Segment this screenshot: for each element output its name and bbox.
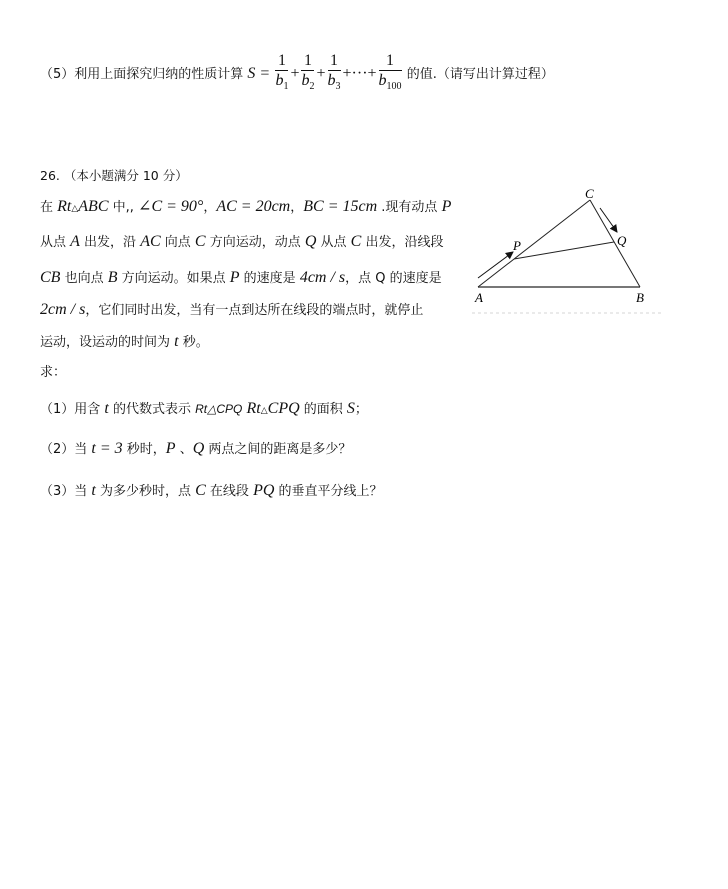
math-bc: BC = 15cm xyxy=(303,198,378,215)
denominator: $b_1$ xyxy=(275,72,289,93)
text: 出发，沿线段 xyxy=(361,235,444,250)
part5-prefix: （5）利用上面探究归纳的性质计算 xyxy=(40,67,244,83)
ellipsis: +···+ xyxy=(342,65,377,83)
ask-label: 求： xyxy=(40,365,67,380)
math-ac: AC xyxy=(140,233,161,250)
q26-paragraph-line-1 xyxy=(40,198,451,218)
text: 也向点 xyxy=(60,271,108,286)
math-ac: AC = 20cm xyxy=(216,198,291,215)
fraction-term-100 xyxy=(379,52,402,97)
fraction-term-2 xyxy=(301,52,314,97)
label-a: A xyxy=(475,290,483,305)
text: ， xyxy=(203,200,217,215)
sub-question-3 xyxy=(40,482,383,501)
math-cb: CB xyxy=(40,269,61,286)
math-a: A xyxy=(70,233,80,250)
math-speed-q: 2cm / s xyxy=(40,301,86,318)
equals: = xyxy=(256,65,274,83)
plus: + xyxy=(316,65,326,83)
math-abc: ABC xyxy=(78,198,109,215)
q26-paragraph-line-4 xyxy=(40,301,423,320)
text: 、 xyxy=(175,442,193,457)
triangle-diagram xyxy=(468,183,668,318)
math-rt: Rt xyxy=(246,400,261,417)
math-c: C xyxy=(195,482,206,499)
denominator: $b_2$ xyxy=(301,72,315,93)
math-t-eq-3: t = 3 xyxy=(91,440,123,457)
text: 从点 xyxy=(40,235,71,250)
text: ； xyxy=(354,402,368,417)
text: 方向运动。如果点 xyxy=(117,271,230,286)
sub-question-2 xyxy=(40,440,351,459)
text: ，点 Q 的速度是 xyxy=(345,271,442,286)
part5-line xyxy=(40,52,554,97)
text: （3）当 xyxy=(40,484,92,499)
text: 的代数式表示 xyxy=(108,402,196,417)
fraction-term-3 xyxy=(328,52,341,97)
text: 方向运动，动点 xyxy=(205,235,305,250)
label-c: C xyxy=(585,186,594,201)
text: 运动，设运动的时间为 xyxy=(40,335,175,350)
math-cpq: CPQ xyxy=(267,400,300,417)
side-cb xyxy=(590,200,640,287)
label-q: Q xyxy=(617,233,627,248)
math-speed-p: 4cm / s xyxy=(299,269,346,286)
side-ac xyxy=(478,200,590,287)
numerator: 1 xyxy=(379,52,402,71)
arrow-q-motion xyxy=(600,208,617,232)
text: （1）用含 xyxy=(40,402,105,417)
math-t: t xyxy=(174,333,179,350)
text: 的垂直平分线上？ xyxy=(274,484,383,499)
sub-question-1 xyxy=(40,400,368,420)
numerator: 1 xyxy=(301,52,314,71)
plus: + xyxy=(290,65,300,83)
numerator: 1 xyxy=(328,52,341,71)
math-rt-cpq-small: Rt△CPQ xyxy=(195,402,243,416)
triangle-symbol: △ xyxy=(71,204,79,214)
math-q: Q xyxy=(192,440,205,457)
text: ，它们同时出发，当有一点到达所在线段的端点时，就停止 xyxy=(85,303,424,318)
text: 在 xyxy=(40,200,58,215)
math-q: Q xyxy=(304,233,317,250)
math-s: S xyxy=(346,400,355,417)
math-t: t xyxy=(91,482,96,499)
text: 中,, xyxy=(108,200,139,215)
text: 两点之间的距离是多少？ xyxy=(204,442,352,457)
question-heading: 26. （本小题满分 10 分） xyxy=(40,168,188,183)
triangle-symbol: △ xyxy=(260,406,268,416)
math-p: P xyxy=(441,198,452,215)
text: 为多少秒时，点 xyxy=(95,484,196,499)
math-rt: Rt xyxy=(57,198,72,215)
denominator: $b_{100}$ xyxy=(378,72,402,93)
text: .现有动点 xyxy=(377,200,442,215)
arrow-p-motion xyxy=(478,252,513,278)
text: 秒时， xyxy=(122,442,166,457)
segment-pq xyxy=(514,242,614,259)
numerator: 1 xyxy=(275,52,288,71)
text: 向点 xyxy=(160,235,195,250)
denominator: $b_3$ xyxy=(327,72,341,93)
math-b: B xyxy=(107,269,118,286)
math-angle: ∠C = 90° xyxy=(138,198,204,215)
q26-paragraph-line-3 xyxy=(40,269,442,288)
text: 的速度是 xyxy=(239,271,300,286)
q26-paragraph-line-2 xyxy=(40,233,443,252)
math-pq: PQ xyxy=(253,482,275,499)
math-t: t xyxy=(104,400,109,417)
text: ， xyxy=(290,200,304,215)
text: 在线段 xyxy=(205,484,254,499)
text: 出发，沿 xyxy=(79,235,141,250)
math-p: P xyxy=(229,269,240,286)
sum-symbol: S xyxy=(247,65,256,83)
math-c: C xyxy=(350,233,362,250)
text: 的面积 xyxy=(299,402,347,417)
text: （2）当 xyxy=(40,442,92,457)
label-p: P xyxy=(513,238,521,253)
text: 秒。 xyxy=(178,335,209,350)
part5-suffix: 的值.（请写出计算过程） xyxy=(406,67,554,83)
label-b: B xyxy=(636,290,644,305)
math-c: C xyxy=(194,233,206,250)
q26-paragraph-line-5 xyxy=(40,333,209,352)
text: 从点 xyxy=(316,235,351,250)
fraction-term-1 xyxy=(275,52,288,97)
math-p: P xyxy=(165,440,176,457)
